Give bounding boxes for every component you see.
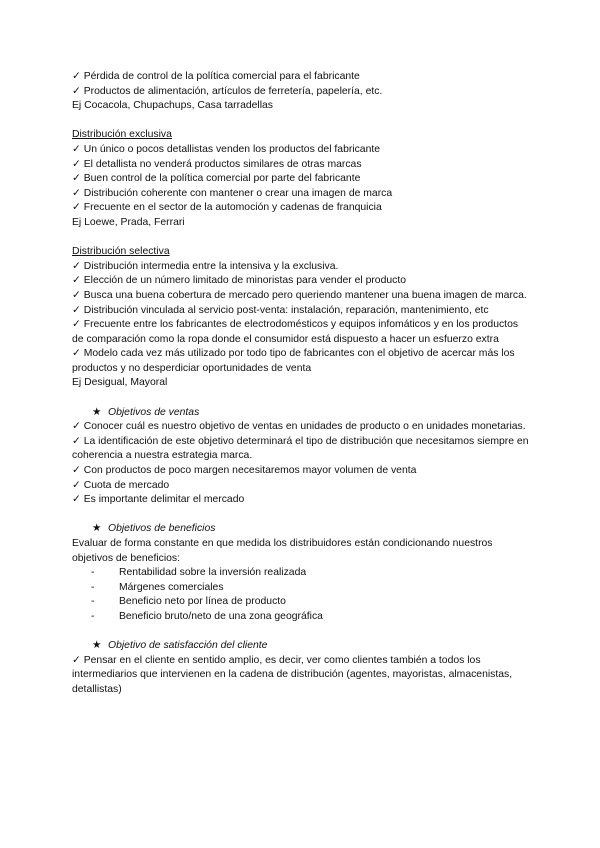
- dash-item: - Beneficio neto por línea de producto: [72, 595, 532, 610]
- checkmark-icon: ✓: [72, 71, 81, 82]
- check-item: ✓ Busca una buena cobertura de mercado pero queriendo mantener una buena imagen de marca.: [72, 289, 527, 301]
- checkmark-icon: ✓: [72, 202, 81, 214]
- document-page: [72, 70, 532, 698]
- check-item: ✓ Frecuente entre los fabricantes de electrodomésticos y equipos infomáticos y en los productos de comparación como la ropa donde el consumidor está dispuesto a hacer un esfuerzo extra: [72, 319, 519, 345]
- check-item: ✓ Buen control de la política comercial por parte del fabricante: [72, 173, 361, 185]
- checkmark-icon: ✓: [72, 289, 81, 301]
- check-item: ✓ Cuota de mercado: [72, 479, 170, 491]
- section-title-selectiva: Distribución selectiva: [72, 246, 170, 258]
- check-item: ✓ Distribución intermedia entre la intensiva y la exclusiva.: [72, 260, 339, 272]
- check-item: ✓ Es importante delimitar el mercado: [72, 494, 245, 506]
- paragraph-intro: Evaluar de forma constante en que medida los distribuidores están condicionando nuestros objetivos de beneficios:: [72, 538, 493, 564]
- check-item: ✓ Pensar en el cliente en sentido amplio, es decir, ver como clientes también a todos los intermediarios que intervienen en la cadena de distribución (agentes, mayoristas, almacenistas, detallistas): [72, 654, 513, 695]
- check-item: ✓ Distribución coherente con mantener o crear una imagen de marca: [72, 187, 393, 199]
- check-item: ✓ Pérdida de control de la política comercial para el fabricante: [72, 71, 360, 82]
- checkmark-icon: ✓: [72, 304, 81, 316]
- checkmark-icon: ✓: [72, 173, 81, 185]
- check-item: ✓ Un único o pocos detallistas venden los productos del fabricante: [72, 143, 381, 155]
- example-line: Ej Loewe, Prada, Ferrari: [72, 216, 185, 228]
- section-title-exclusiva: Distribución exclusiva: [72, 129, 172, 141]
- subheading-objetivos-beneficios: ★ Objetivos de beneficios: [72, 522, 532, 537]
- checkmark-icon: ✓: [72, 275, 81, 287]
- dash-bullet: -: [91, 596, 95, 608]
- check-item: ✓ El detallista no venderá productos similares de otras marcas: [72, 158, 362, 170]
- check-item: ✓ Con productos de poco margen necesitaremos mayor volumen de venta: [72, 465, 417, 477]
- dash-item: - Beneficio bruto/neto de una zona geográfica: [72, 610, 532, 625]
- example-line: Ej Desigual, Mayoral: [72, 377, 168, 389]
- subheading-objetivo-satisfaccion: ★ Objetivo de satisfacción del cliente: [72, 639, 532, 654]
- check-item: ✓ La identificación de este objetivo determinará el tipo de distribución que necesitamos siempre en coherencia a nuestra estrategia marca.: [72, 435, 529, 462]
- checkmark-icon: ✓: [72, 85, 81, 97]
- dash-item: - Márgenes comerciales: [72, 581, 532, 596]
- check-item: ✓ Elección de un número limitado de minoristas para vender el producto: [72, 275, 407, 287]
- check-item: ✓ Modelo cada vez más utilizado por todo tipo de fabricantes con el objetivo de acercar más los productos y no desperdiciar oportunidades de venta: [72, 348, 515, 374]
- checkmark-icon: ✓: [72, 654, 81, 666]
- checkmark-icon: ✓: [72, 435, 81, 447]
- checkmark-icon: ✓: [72, 158, 81, 170]
- checkmark-icon: ✓: [72, 187, 81, 199]
- checkmark-icon: ✓: [72, 465, 81, 477]
- subheading-objetivos-ventas: ★ Objetivos de ventas: [72, 406, 532, 421]
- check-item: ✓ Distribución vinculada al servicio post-venta: instalación, reparación, mantenimiento, etc: [72, 304, 489, 316]
- checkmark-icon: ✓: [72, 260, 81, 272]
- dash-item: - Rentabilidad sobre la inversión realizada: [72, 566, 532, 581]
- dash-bullet: -: [91, 610, 95, 622]
- dash-bullet: -: [91, 567, 95, 579]
- dash-bullet: -: [91, 581, 95, 593]
- checkmark-icon: ✓: [72, 348, 81, 360]
- check-item: ✓ Frecuente en el sector de la automoción y cadenas de franquicia: [72, 202, 382, 214]
- example-line: Ej Cocacola, Chupachups, Casa tarradellas: [72, 100, 273, 112]
- check-item: ✓ Productos de alimentación, artículos de ferretería, papelería, etc.: [72, 85, 383, 97]
- checkmark-icon: ✓: [72, 421, 81, 433]
- star-icon: ★: [92, 523, 102, 535]
- checkmark-icon: ✓: [72, 143, 81, 155]
- checkmark-icon: ✓: [72, 494, 81, 506]
- check-item: ✓ Conocer cuál es nuestro objetivo de ventas en unidades de producto o en unidades monetarias.: [72, 421, 526, 433]
- checkmark-icon: ✓: [72, 479, 81, 491]
- star-icon: ★: [92, 406, 102, 418]
- checkmark-icon: ✓: [72, 319, 81, 331]
- star-icon: ★: [92, 640, 102, 652]
